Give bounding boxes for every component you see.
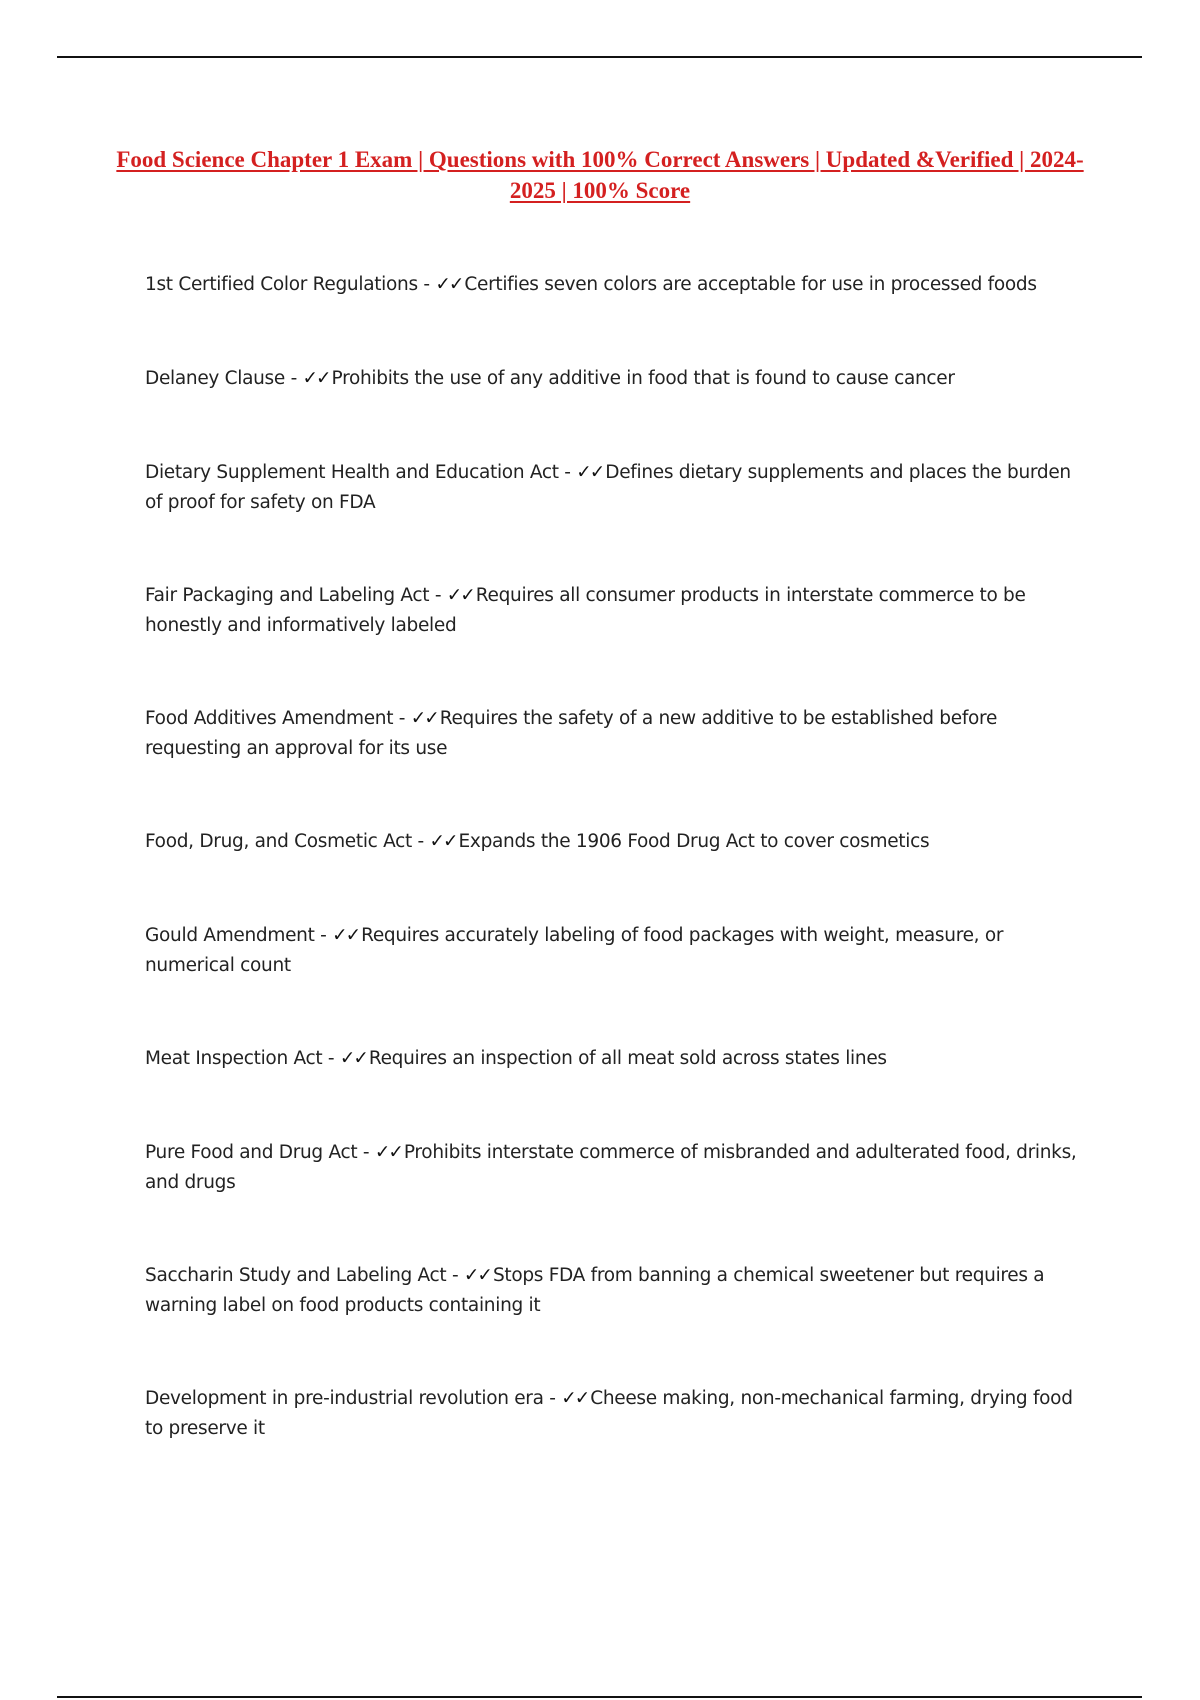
qa-answer: Defines dietary supplements and places the burden of proof for safety on FDA xyxy=(145,462,1071,513)
qa-separator: - xyxy=(322,1048,340,1069)
qa-item xyxy=(145,364,1090,394)
qa-separator: - xyxy=(558,462,577,483)
qa-answer: Cheese making, non-mechanical farming, drying food to preserve it xyxy=(145,1388,1073,1439)
qa-separator: - xyxy=(446,1265,464,1286)
qa-answer: Requires the safety of a new additive to be established before requesting an approval for its use xyxy=(145,708,998,759)
qa-item xyxy=(145,270,1090,300)
qa-term: Meat Inspection Act xyxy=(145,1048,323,1069)
qa-separator: - xyxy=(393,708,411,729)
qa-separator: - xyxy=(411,831,430,852)
qa-item xyxy=(145,458,1090,518)
qa-term: Saccharin Study and Labeling Act xyxy=(145,1265,447,1286)
qa-separator: - xyxy=(429,585,447,606)
qa-term: Food, Drug, and Cosmetic Act xyxy=(145,831,412,852)
qa-separator: - xyxy=(543,1388,562,1409)
qa-item xyxy=(145,1138,1090,1198)
double-check-icon: ✓✓ xyxy=(561,1388,589,1409)
double-check-icon: ✓✓ xyxy=(576,462,604,483)
qa-separator: - xyxy=(284,368,303,389)
document-title: Food Science Chapter 1 Exam | Questions with 100% Correct Answers | Updated &Verified | 2024-2025 | 100% Score xyxy=(116,147,1084,203)
qa-answer: Requires all consumer products in interstate commerce to be honestly and informatively labeled xyxy=(145,585,1026,636)
qa-item xyxy=(145,921,1090,981)
qa-answer: Requires accurately labeling of food packages with weight, measure, or numerical count xyxy=(145,925,1004,976)
qa-term: Dietary Supplement Health and Education Act xyxy=(145,462,559,483)
qa-item xyxy=(145,1384,1090,1444)
qa-term: Development in pre-industrial revolution era xyxy=(145,1388,544,1409)
qa-item xyxy=(145,1261,1090,1321)
page-top-rule xyxy=(57,56,1142,58)
double-check-icon: ✓✓ xyxy=(410,708,438,729)
qa-item xyxy=(145,581,1090,641)
page-bottom-rule xyxy=(57,1696,1142,1698)
qa-separator: - xyxy=(357,1142,375,1163)
double-check-icon: ✓✓ xyxy=(302,368,330,389)
qa-term: Delaney Clause xyxy=(145,368,285,389)
qa-answer: Stops FDA from banning a chemical sweetener but requires a warning label on food products containing it xyxy=(145,1265,1045,1316)
double-check-icon: ✓✓ xyxy=(463,1265,491,1286)
qa-answer: Certifies seven colors are acceptable for use in processed foods xyxy=(464,274,1037,295)
double-check-icon: ✓✓ xyxy=(429,831,457,852)
double-check-icon: ✓✓ xyxy=(446,585,474,606)
qa-item xyxy=(145,704,1090,764)
qa-answer: Prohibits interstate commerce of misbranded and adulterated food, drinks, and drugs xyxy=(145,1142,1077,1193)
qa-answer: Requires an inspection of all meat sold across states lines xyxy=(368,1048,887,1069)
qa-term: Pure Food and Drug Act xyxy=(145,1142,358,1163)
qa-separator: - xyxy=(314,925,333,946)
qa-term: 1st Certified Color Regulations xyxy=(145,274,418,295)
double-check-icon: ✓✓ xyxy=(435,274,463,295)
qa-answer: Expands the 1906 Food Drug Act to cover cosmetics xyxy=(458,831,930,852)
qa-answer: Prohibits the use of any additive in food that is found to cause cancer xyxy=(331,368,955,389)
double-check-icon: ✓✓ xyxy=(374,1142,402,1163)
double-check-icon: ✓✓ xyxy=(339,1048,367,1069)
qa-item xyxy=(145,827,1090,857)
qa-separator: - xyxy=(417,274,436,295)
qa-item xyxy=(145,1044,1090,1074)
qa-list xyxy=(145,270,1090,1507)
qa-term: Food Additives Amendment xyxy=(145,708,394,729)
double-check-icon: ✓✓ xyxy=(332,925,360,946)
qa-term: Gould Amendment xyxy=(145,925,315,946)
qa-term: Fair Packaging and Labeling Act xyxy=(145,585,430,606)
